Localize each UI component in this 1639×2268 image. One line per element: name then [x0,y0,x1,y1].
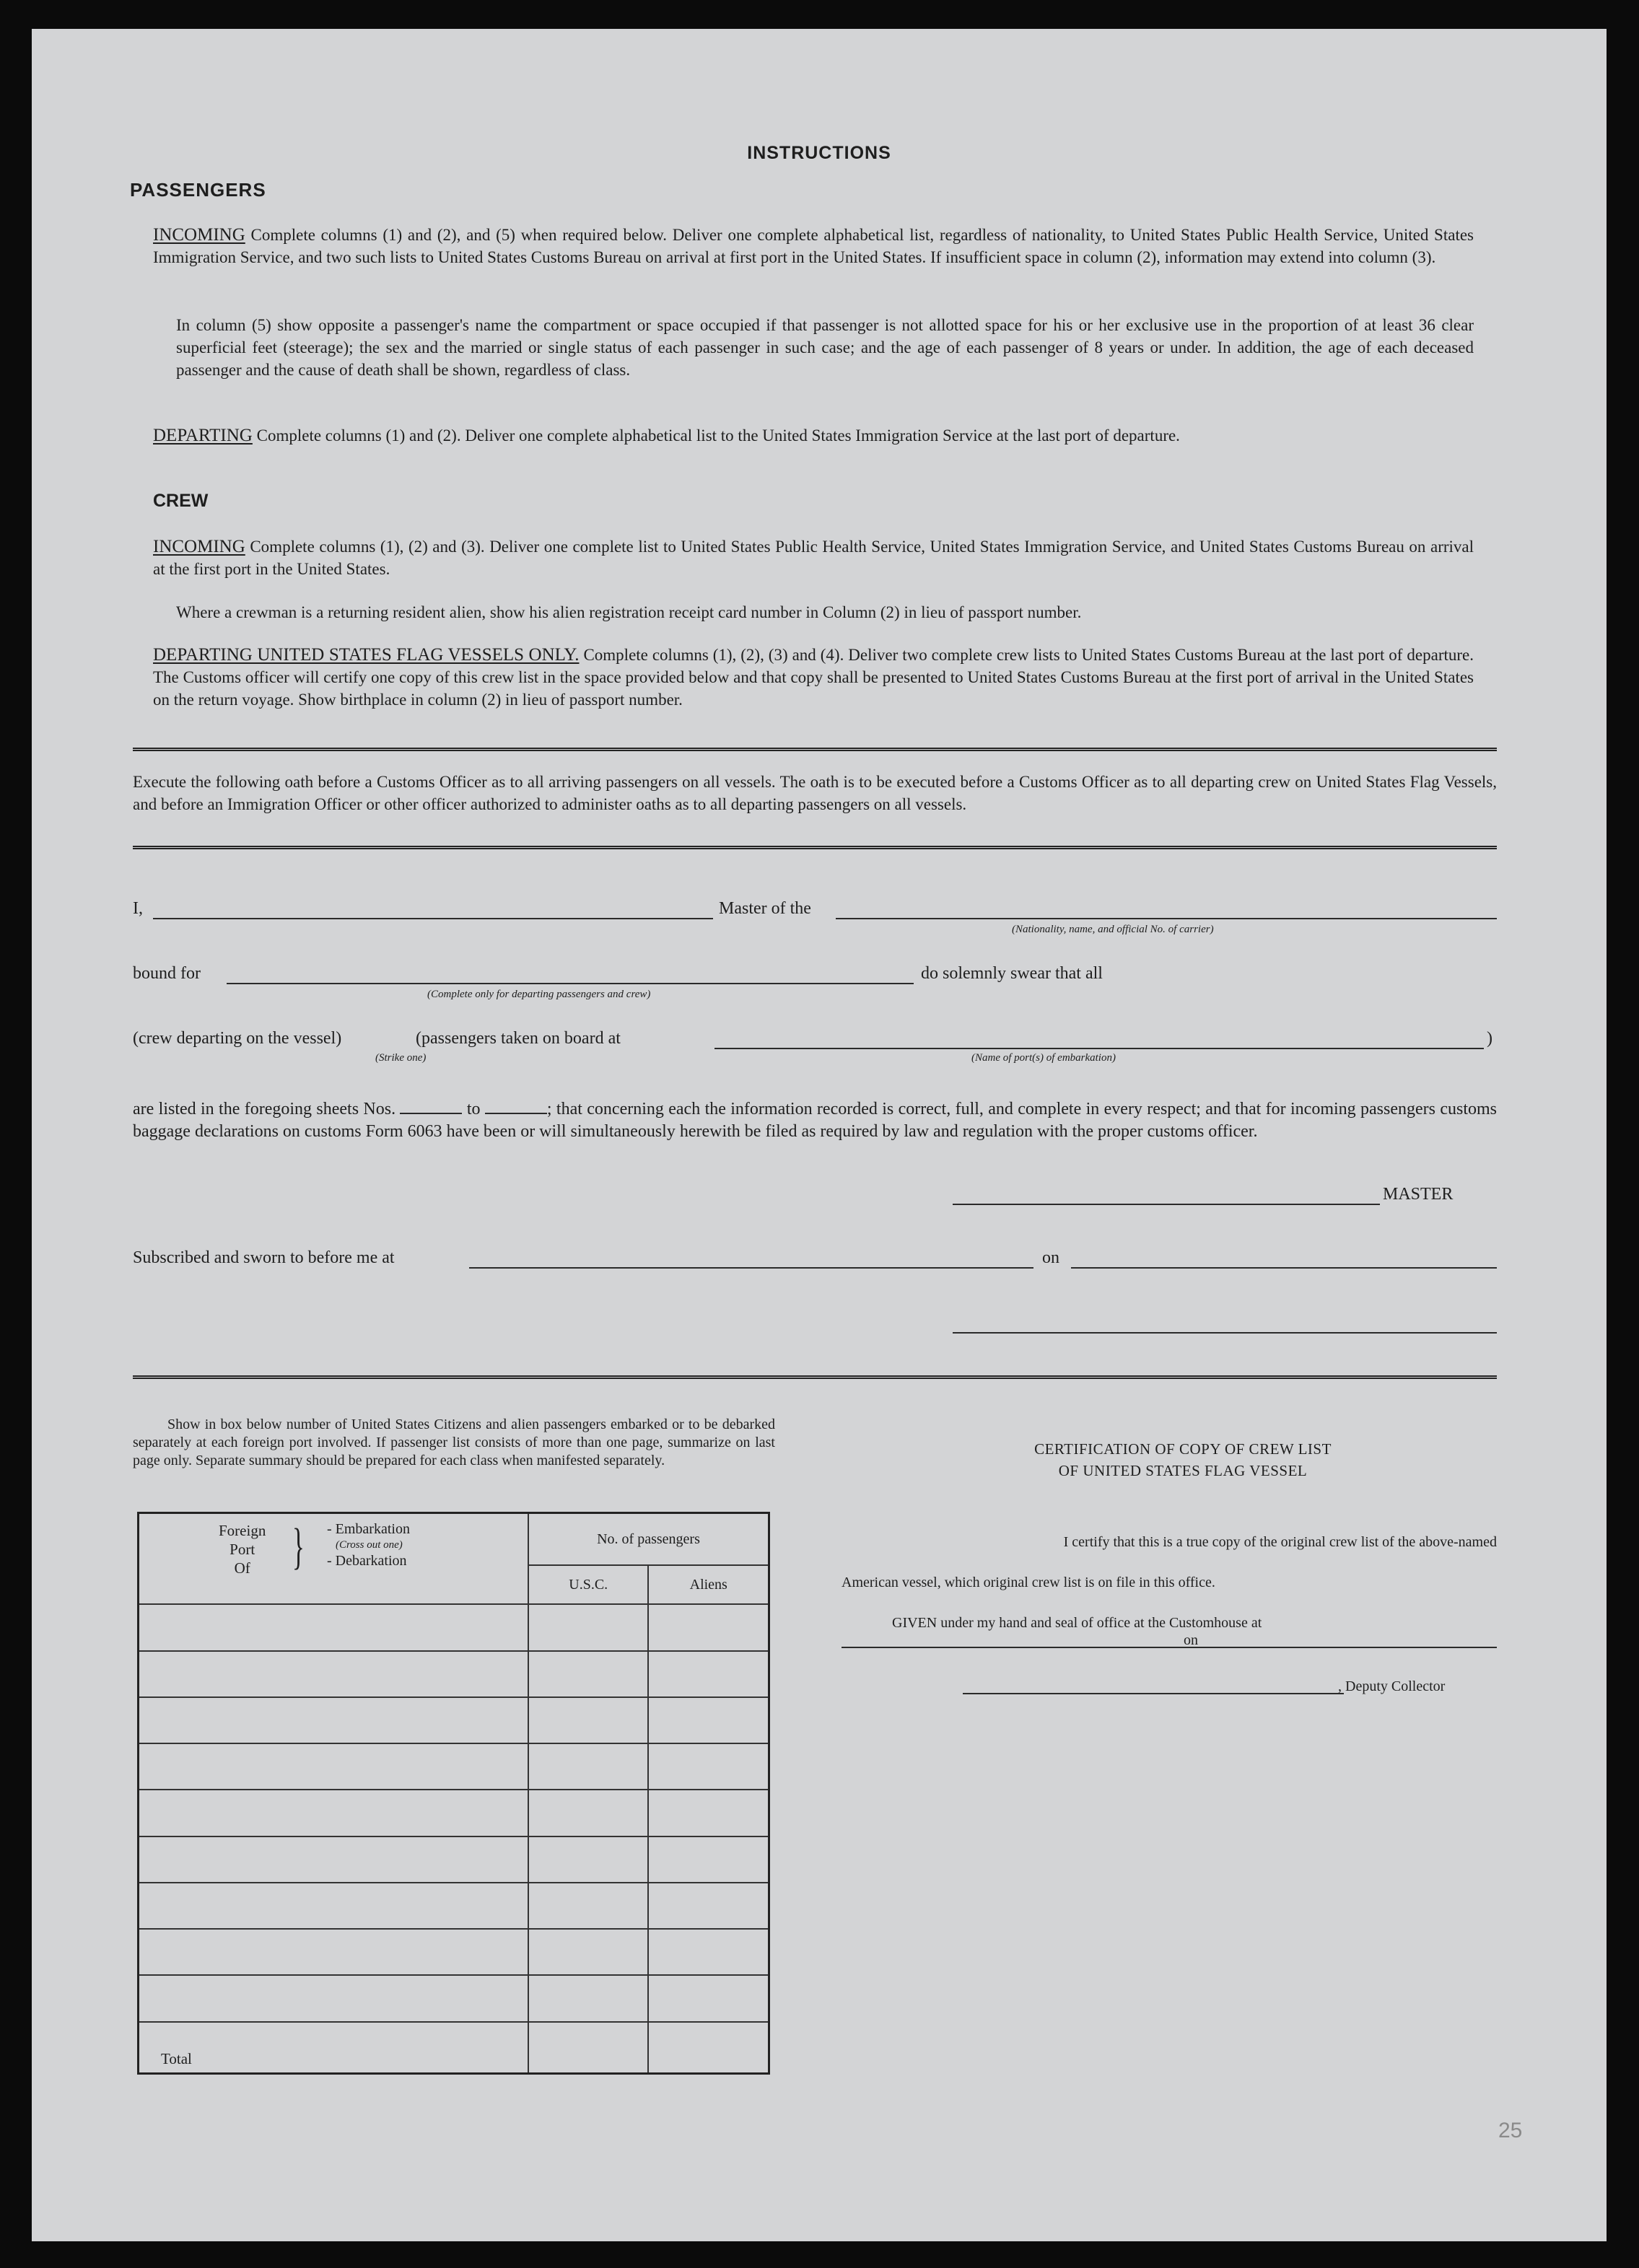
crew-departing-label: DEPARTING UNITED STATES FLAG VESSELS ONLY. [153,645,580,665]
sworn-place-field[interactable] [469,1267,1033,1269]
table-row [139,1929,769,1975]
port-word: Port [230,1541,255,1558]
listed-to-label: to [466,1100,481,1118]
usc-cell[interactable] [528,1604,649,1650]
aliens-cell[interactable] [648,1651,769,1697]
usc-cell[interactable] [528,1697,649,1743]
foreign-port-label [219,1521,266,1577]
given-text: GIVEN under my hand and seal of office at the Customhouse at [892,1615,1262,1631]
table-row [139,1836,769,1883]
master-label: MASTER [1383,1185,1454,1204]
oath-i-label: I, [133,899,143,918]
passengers-incoming-section [153,224,1474,268]
aliens-cell[interactable] [648,1604,769,1650]
ports-caption: (Name of port(s) of embarkation) [971,1052,1116,1064]
usc-cell[interactable] [528,1651,649,1697]
usc-cell[interactable] [528,1975,649,2021]
port-cell[interactable] [139,1604,528,1650]
brace-icon: } [292,1519,305,1575]
table-row [139,1975,769,2021]
embarkation-option[interactable]: - Embarkation [327,1521,410,1537]
port-cell[interactable] [139,1743,528,1790]
page-number: 25 [1498,2119,1523,2142]
cross-out-caption: (Cross out one) [336,1539,403,1551]
listed-label: are listed in the foregoing sheets Nos. [133,1100,396,1118]
crew-departing-section [153,644,1474,711]
subscribed-label: Subscribed and sworn to before me at [133,1248,395,1267]
certification-date-field[interactable] [1207,1647,1497,1648]
summary-note: Show in box below number of United States Citizens and alien passengers embarked or to be debarked separately at each foreign port involved. If passenger list consists of more than one page, summarize on last page only. Separate summary should be prepared for each class when manifested separately. [133,1417,775,1468]
sheet-from-field[interactable] [400,1098,462,1114]
sworn-date-field[interactable] [1071,1267,1497,1269]
crew-heading: CREW [153,491,209,511]
aliens-total-cell[interactable] [648,2022,769,2074]
usc-cell[interactable] [528,1743,649,1790]
sheets-statement [133,1098,1497,1143]
master-name-field[interactable] [153,918,713,919]
passengers-departing-section [153,424,1474,447]
section-divider [133,748,1497,751]
port-cell[interactable] [139,1697,528,1743]
usc-cell[interactable] [528,1790,649,1836]
usc-cell[interactable] [528,1929,649,1975]
crew-resident-alien-note: Where a crewman is a returning resident alien, show his alien registration receipt card number in Column (2) in lieu of passport number. [176,603,1082,621]
table-row [139,1604,769,1650]
certify-text-2: American vessel, which original crew list is on file in this office. [842,1575,1215,1590]
section-divider [133,846,1497,849]
crew-departing-text: Complete columns (1), (2), (3) and (4). Deliver two complete crew lists to United States Customs Bureau at the last port of departure. The Customs officer will certify one copy of this crew list in the space provided below and that copy shall be presented to United States Customs Bureau at the first port of arrival in the United States on the return voyage. Show birthplace in column (2) in lieu of passport number. [153,646,1474,709]
aliens-cell[interactable] [648,1883,769,1929]
usc-cell[interactable] [528,1836,649,1883]
passengers-incoming-text: Complete columns (1) and (2), and (5) when required below. Deliver one complete alphabetical list, regardless of nationality, to United States Public Health Service, United States Immigration Service, and two such lists to United States Customs Bureau on arrival at first port in the United States. If insufficient space in column (2), information may extend into column (3). [153,226,1474,266]
foreign-port-header [139,1513,528,1605]
crew-incoming-section [153,535,1474,580]
certification-title-2: OF UNITED STATES FLAG VESSEL [1058,1462,1308,1479]
master-signature-field[interactable] [953,1204,1380,1205]
aliens-cell[interactable] [648,1743,769,1790]
debarkation-option[interactable]: - Debarkation [327,1553,407,1569]
usc-header: U.S.C. [528,1565,649,1604]
crew-incoming-text: Complete columns (1), (2) and (3). Deliver one complete list to United States Public Health Service, United States Immigration Service, and United States Customs Bureau on arrival at the first port in the United States. [153,538,1474,578]
column-5-instructions: In column (5) show opposite a passenger's name the compartment or space occupied if that passenger is not allotted space for his or her exclusive use in the proportion of at least 36 clear superficial feet (steerage); the sex and the married or single status of each passenger in such case; and the age of each passenger of 8 years or under. In addition, the age of each deceased passenger and the cause of death shall be shown, regardless of class. [176,316,1474,379]
bound-for-label: bound for [133,964,201,983]
bound-for-caption: (Complete only for departing passengers and crew) [427,989,651,1000]
embark-debark-options [327,1521,410,1569]
usc-total-cell[interactable] [528,2022,649,2074]
total-row [139,2022,769,2074]
passengers-taken-option[interactable]: (passengers taken on board at [416,1029,621,1048]
carrier-caption: (Nationality, name, and official No. of carrier) [1012,924,1214,935]
listed-statement: ; that concerning each the information recorded is correct, full, and complete in every respect; and that for incoming passengers customs baggage declarations on customs Form 6063 have been or will simultaneously herewith be filed as required by law and regulation with the proper customs officer. [133,1100,1498,1141]
table-row [139,1651,769,1697]
total-label: Total [139,2022,528,2074]
page-title: INSTRUCTIONS [747,143,891,163]
aliens-cell[interactable] [648,1975,769,2021]
customhouse-field[interactable] [842,1647,1211,1648]
aliens-cell[interactable] [648,1929,769,1975]
foreign-word: Foreign [219,1522,266,1539]
passengers-departing-text: Complete columns (1) and (2). Deliver one complete alphabetical list to the United States Immigration Service at the last port of departure. [256,426,1180,445]
table-header-row [139,1513,769,1566]
carrier-field[interactable] [836,918,1497,919]
bound-for-field[interactable] [227,983,914,984]
certification-title-1: CERTIFICATION OF COPY OF CREW LIST [1034,1440,1332,1458]
aliens-cell[interactable] [648,1790,769,1836]
strike-caption: (Strike one) [375,1052,427,1064]
port-cell[interactable] [139,1975,528,2021]
close-paren: ) [1487,1029,1492,1048]
swear-label: do solemnly swear that all [921,964,1103,983]
officer-signature-field[interactable] [953,1332,1497,1334]
passengers-heading: PASSENGERS [130,179,266,201]
table-row [139,1743,769,1790]
port-cell[interactable] [139,1651,528,1697]
table-row [139,1697,769,1743]
port-cell[interactable] [139,1883,528,1929]
port-cell[interactable] [139,1929,528,1975]
oath-instructions: Execute the following oath before a Customs Officer as to all arriving passengers on all vessels. The oath is to be executed before a Customs Officer as to all departing crew on United States Flag Vessels, and before an Immigration Officer or other officer authorized to administer oaths as to all departing passengers on all vessels. [133,773,1497,813]
table-row [139,1883,769,1929]
port-cell[interactable] [139,1790,528,1836]
aliens-cell[interactable] [648,1836,769,1883]
table-row [139,1790,769,1836]
section-divider [133,1375,1497,1379]
embarkation-ports-field[interactable] [714,1048,1484,1049]
deputy-collector-label: , Deputy Collector [1338,1678,1446,1694]
of-word: Of [234,1559,250,1577]
crew-incoming-label: INCOMING [153,537,245,556]
master-of-label: Master of the [719,899,811,918]
aliens-header: Aliens [648,1565,769,1604]
sworn-on-label: on [1042,1248,1059,1267]
deputy-collector-signature-field[interactable] [963,1693,1344,1694]
passengers-departing-label: DEPARTING [153,426,253,445]
sheet-to-field[interactable] [485,1098,547,1114]
usc-cell[interactable] [528,1883,649,1929]
port-cell[interactable] [139,1836,528,1883]
passenger-summary-table [137,1512,770,2075]
certify-text-1: I certify that this is a true copy of the original crew list of the above-named [1063,1534,1497,1550]
no-of-passengers-header: No. of passengers [528,1513,769,1566]
certification-on-label: on [1184,1632,1198,1648]
crew-departing-option[interactable]: (crew departing on the vessel) [133,1029,342,1048]
form-page [32,29,1607,2241]
aliens-cell[interactable] [648,1697,769,1743]
passengers-incoming-label: INCOMING [153,225,245,245]
